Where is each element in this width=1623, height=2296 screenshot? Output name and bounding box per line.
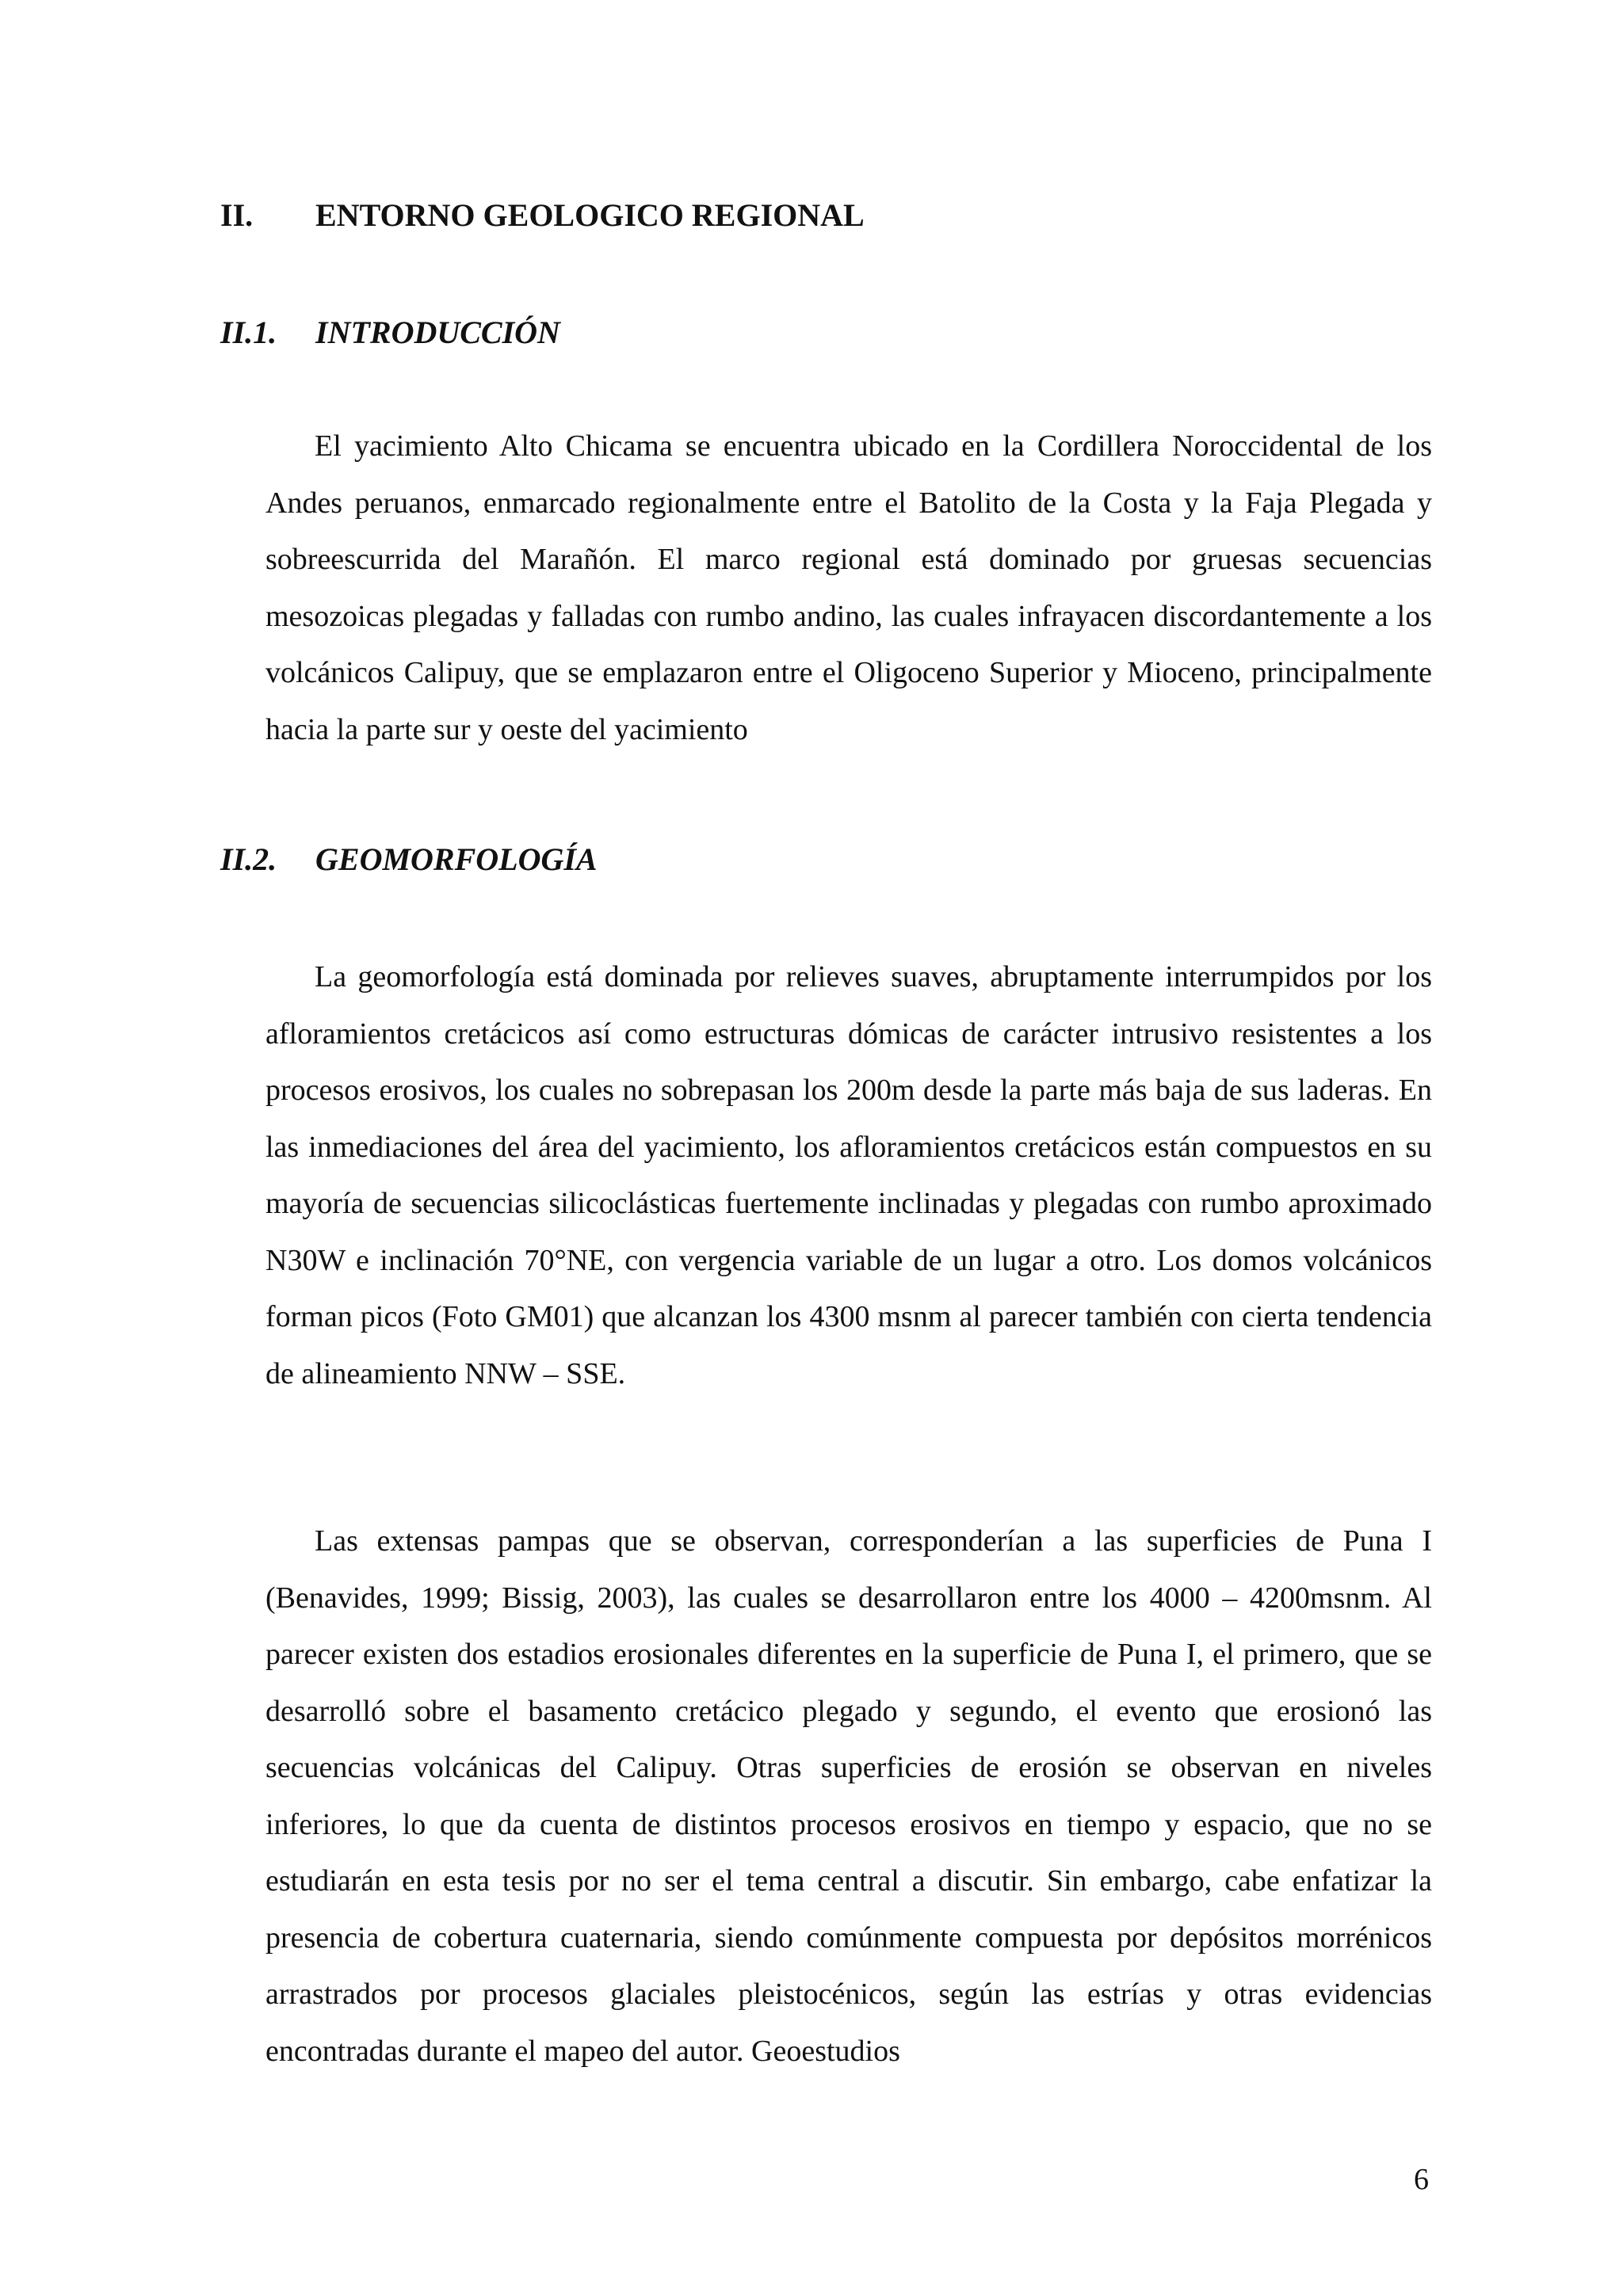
section-title: ENTORNO GEOLOGICO REGIONAL	[315, 197, 865, 233]
subsection-title: GEOMORFOLOGÍA	[315, 841, 598, 877]
subsection-number: II.2.	[220, 841, 277, 877]
paragraph-introduccion: El yacimiento Alto Chicama se encuentra ubicado en la Cordillera Noroccidental de los Andes peruanos, enmarcado regionalmente entre el Batolito de la Costa y la Faja Plegada y sobreescurrida del Marañón. El marco regional está dominado por gruesas secuencias mesozoicas plegadas y falladas con rumbo andino, las cuales infrayacen discordantemente a los volcánicos Calipuy, que se emplazaron entre el Oligoceno Superior y Mioceno, principalmente hacia la parte sur y oeste del yacimiento	[265, 429, 1432, 746]
section-heading-main	[220, 197, 865, 233]
paragraph-geomorfologia-2: Las extensas pampas que se observan, corresponderían a las superficies de Puna I (Benavides, 1999; Bissig, 2003), las cuales se desarrollaron entre los 4000 – 4200msnm. Al parecer existen dos estadios erosionales diferentes en la superficie de Puna I, el primero, que se desarrolló sobre el basamento cretácico plegado y segundo, el evento que erosionó las secuencias volcánicas del Calipuy. Otras superficies de erosión se observan en niveles inferiores, lo que da cuenta de distintos procesos erosivos en tiempo y espacio, que no se estudiarán en esta tesis por no ser el tema central a discutir. Sin embargo, cabe enfatizar la presencia de cobertura cuaternaria, siendo comúnmente compuesta por depósitos morrénicos arrastrados por procesos glaciales pleistocénicos, según las estrías y otras evidencias encontradas durante el mapeo del autor. Geoestudios	[265, 1524, 1432, 2068]
subsection-heading-geomorfologia	[220, 841, 598, 877]
subsection-number: II.1.	[220, 315, 277, 350]
paragraph-geomorfologia-1: La geomorfología está dominada por relieves suaves, abruptamente interrumpidos por los afloramientos cretácicos así como estructuras dómicas de carácter intrusivo resistentes a los procesos erosivos, los cuales no sobrepasan los 200m desde la parte más baja de sus laderas. En las inmediaciones del área del yacimiento, los afloramientos cretácicos están compuestos en su mayoría de secuencias silicoclásticas fuertemente inclinadas y plegadas con rumbo aproximado N30W e inclinación 70°NE, con vergencia variable de un lugar a otro. Los domos volcánicos forman picos (Foto GM01) que alcanzan los 4300 msnm al parecer también con cierta tendencia de alineamiento NNW – SSE.	[265, 960, 1432, 1390]
section-number: II.	[220, 197, 254, 233]
subsection-title: INTRODUCCIÓN	[315, 315, 560, 350]
subsection-heading-introduccion	[220, 317, 560, 349]
page-number: 6	[1414, 2163, 1429, 2196]
